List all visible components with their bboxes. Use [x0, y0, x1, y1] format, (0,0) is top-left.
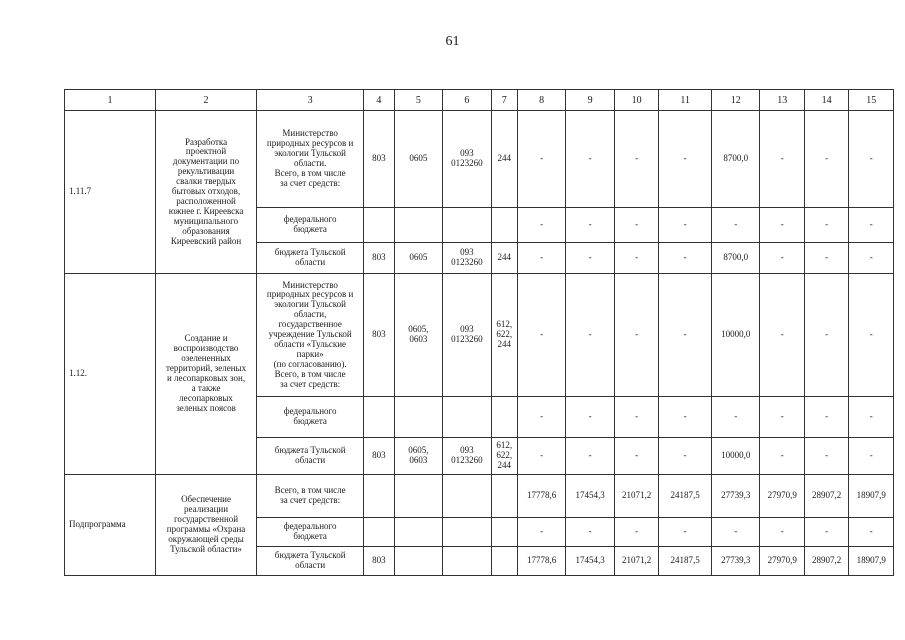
- cell: [491, 397, 517, 438]
- cell: [394, 547, 443, 576]
- cell: 0605: [394, 243, 443, 274]
- row-name: Разработка проектной документации по рекультивации свалки твердых бытовых отходов, расположенной южнее г. Киреевска муниципального образования Киреевский район: [155, 111, 256, 274]
- cell: 24187,5: [659, 547, 712, 576]
- cell: -: [614, 274, 658, 397]
- cell: [443, 208, 492, 243]
- cell: -: [849, 243, 894, 274]
- header-cell: 8: [517, 90, 566, 111]
- cell: -: [566, 518, 615, 547]
- cell: -: [804, 111, 848, 208]
- cell: 24187,5: [659, 475, 712, 518]
- cell: 17454,3: [566, 547, 615, 576]
- row-name: Создание и воспроизводство озелененных территорий, зеленых и лесопарковых зон, а также лесопарковых зеленых поясов: [155, 274, 256, 475]
- cell: [394, 475, 443, 518]
- funding-source: бюджета Тульской области: [257, 547, 364, 576]
- cell: [364, 397, 394, 438]
- cell: 093 0123260: [443, 438, 492, 475]
- cell: 244: [491, 243, 517, 274]
- cell: 10000,0: [711, 274, 760, 397]
- cell: -: [760, 274, 804, 397]
- cell: 244: [491, 111, 517, 208]
- funding-source: Министерство природных ресурсов и экологии Тульской области, государственное учреждение Тульской области «Тульские парки» (по согласованию). Всего, в том числе за счет средств:: [257, 274, 364, 397]
- cell: -: [517, 438, 566, 475]
- cell: 21071,2: [614, 547, 658, 576]
- cell: 093 0123260: [443, 243, 492, 274]
- cell: -: [517, 208, 566, 243]
- cell: -: [517, 111, 566, 208]
- cell: -: [760, 111, 804, 208]
- cell: 803: [364, 243, 394, 274]
- cell: 803: [364, 547, 394, 576]
- cell: -: [711, 208, 760, 243]
- header-cell: 1: [65, 90, 156, 111]
- cell: -: [517, 397, 566, 438]
- cell: -: [659, 518, 712, 547]
- cell: 093 0123260: [443, 274, 492, 397]
- cell: [491, 475, 517, 518]
- header-cell: 12: [711, 90, 760, 111]
- row-code: 1.11.7: [65, 111, 156, 274]
- cell: -: [711, 518, 760, 547]
- cell: -: [804, 397, 848, 438]
- cell: -: [614, 111, 658, 208]
- header-cell: 13: [760, 90, 804, 111]
- cell: 27970,9: [760, 547, 804, 576]
- funding-source: бюджета Тульской области: [257, 243, 364, 274]
- cell: -: [849, 111, 894, 208]
- cell: [443, 518, 492, 547]
- cell: 28907,2: [804, 547, 848, 576]
- header-cell: 11: [659, 90, 712, 111]
- cell: -: [566, 208, 615, 243]
- row-code: Подпрограмма: [65, 475, 156, 576]
- cell: -: [566, 397, 615, 438]
- cell: -: [804, 243, 848, 274]
- cell: -: [659, 111, 712, 208]
- row-code: 1.12.: [65, 274, 156, 475]
- cell: 10000,0: [711, 438, 760, 475]
- page-number: 61: [445, 34, 460, 49]
- cell: 8700,0: [711, 111, 760, 208]
- cell: 093 0123260: [443, 111, 492, 208]
- cell: -: [614, 208, 658, 243]
- cell: 0605, 0603: [394, 438, 443, 475]
- header-cell: 15: [849, 90, 894, 111]
- cell: [394, 518, 443, 547]
- cell: -: [849, 274, 894, 397]
- funding-source: Всего, в том числе за счет средств:: [257, 475, 364, 518]
- budget-table: [64, 89, 894, 576]
- cell: -: [659, 397, 712, 438]
- cell: -: [849, 397, 894, 438]
- cell: -: [614, 438, 658, 475]
- cell: -: [566, 274, 615, 397]
- funding-source: бюджета Тульской области: [257, 438, 364, 475]
- header-cell: 2: [155, 90, 256, 111]
- cell: [364, 208, 394, 243]
- cell: 803: [364, 274, 394, 397]
- cell: -: [614, 518, 658, 547]
- cell: -: [566, 438, 615, 475]
- table-row: [65, 475, 894, 518]
- cell: -: [659, 274, 712, 397]
- cell: [491, 518, 517, 547]
- cell: 803: [364, 111, 394, 208]
- cell: -: [760, 208, 804, 243]
- cell: 17454,3: [566, 475, 615, 518]
- cell: -: [614, 243, 658, 274]
- cell: -: [760, 243, 804, 274]
- funding-source: федерального бюджета: [257, 397, 364, 438]
- cell: -: [849, 518, 894, 547]
- header-cell: 3: [257, 90, 364, 111]
- cell: 18907,9: [849, 475, 894, 518]
- cell: -: [659, 208, 712, 243]
- cell: 612, 622, 244: [491, 274, 517, 397]
- cell: -: [760, 518, 804, 547]
- cell: 21071,2: [614, 475, 658, 518]
- cell: -: [566, 243, 615, 274]
- header-cell: 7: [491, 90, 517, 111]
- header-row: [65, 90, 894, 111]
- cell: [364, 475, 394, 518]
- cell: -: [659, 438, 712, 475]
- cell: 17778,6: [517, 475, 566, 518]
- cell: -: [517, 274, 566, 397]
- cell: 28907,2: [804, 475, 848, 518]
- header-cell: 4: [364, 90, 394, 111]
- cell: -: [760, 397, 804, 438]
- cell: [394, 397, 443, 438]
- cell: [443, 547, 492, 576]
- cell: 0605: [394, 111, 443, 208]
- cell: -: [804, 208, 848, 243]
- cell: 803: [364, 438, 394, 475]
- cell: 27739,3: [711, 475, 760, 518]
- cell: -: [804, 438, 848, 475]
- cell: 27739,3: [711, 547, 760, 576]
- funding-source: Министерство природных ресурсов и экологии Тульской области. Всего, в том числе за счет средств:: [257, 111, 364, 208]
- cell: -: [849, 438, 894, 475]
- header-cell: 10: [614, 90, 658, 111]
- cell: [364, 518, 394, 547]
- row-name: Обеспечение реализации государственной программы «Охрана окружающей среды Тульской области»: [155, 475, 256, 576]
- cell: -: [849, 208, 894, 243]
- cell: 612, 622, 244: [491, 438, 517, 475]
- cell: [491, 547, 517, 576]
- table-row: [65, 111, 894, 208]
- cell: -: [517, 243, 566, 274]
- cell: [443, 397, 492, 438]
- header-cell: 9: [566, 90, 615, 111]
- cell: -: [517, 518, 566, 547]
- cell: 8700,0: [711, 243, 760, 274]
- table-row: [65, 274, 894, 397]
- funding-source: федерального бюджета: [257, 518, 364, 547]
- header-cell: 6: [443, 90, 492, 111]
- cell: 27970,9: [760, 475, 804, 518]
- cell: -: [659, 243, 712, 274]
- cell: 17778,6: [517, 547, 566, 576]
- cell: [443, 475, 492, 518]
- cell: -: [804, 518, 848, 547]
- cell: -: [614, 397, 658, 438]
- cell: -: [711, 397, 760, 438]
- cell: 18907,9: [849, 547, 894, 576]
- cell: -: [804, 274, 848, 397]
- cell: [394, 208, 443, 243]
- cell: [491, 208, 517, 243]
- header-cell: 5: [394, 90, 443, 111]
- funding-source: федерального бюджета: [257, 208, 364, 243]
- cell: -: [760, 438, 804, 475]
- cell: 0605, 0603: [394, 274, 443, 397]
- header-cell: 14: [804, 90, 848, 111]
- cell: -: [566, 111, 615, 208]
